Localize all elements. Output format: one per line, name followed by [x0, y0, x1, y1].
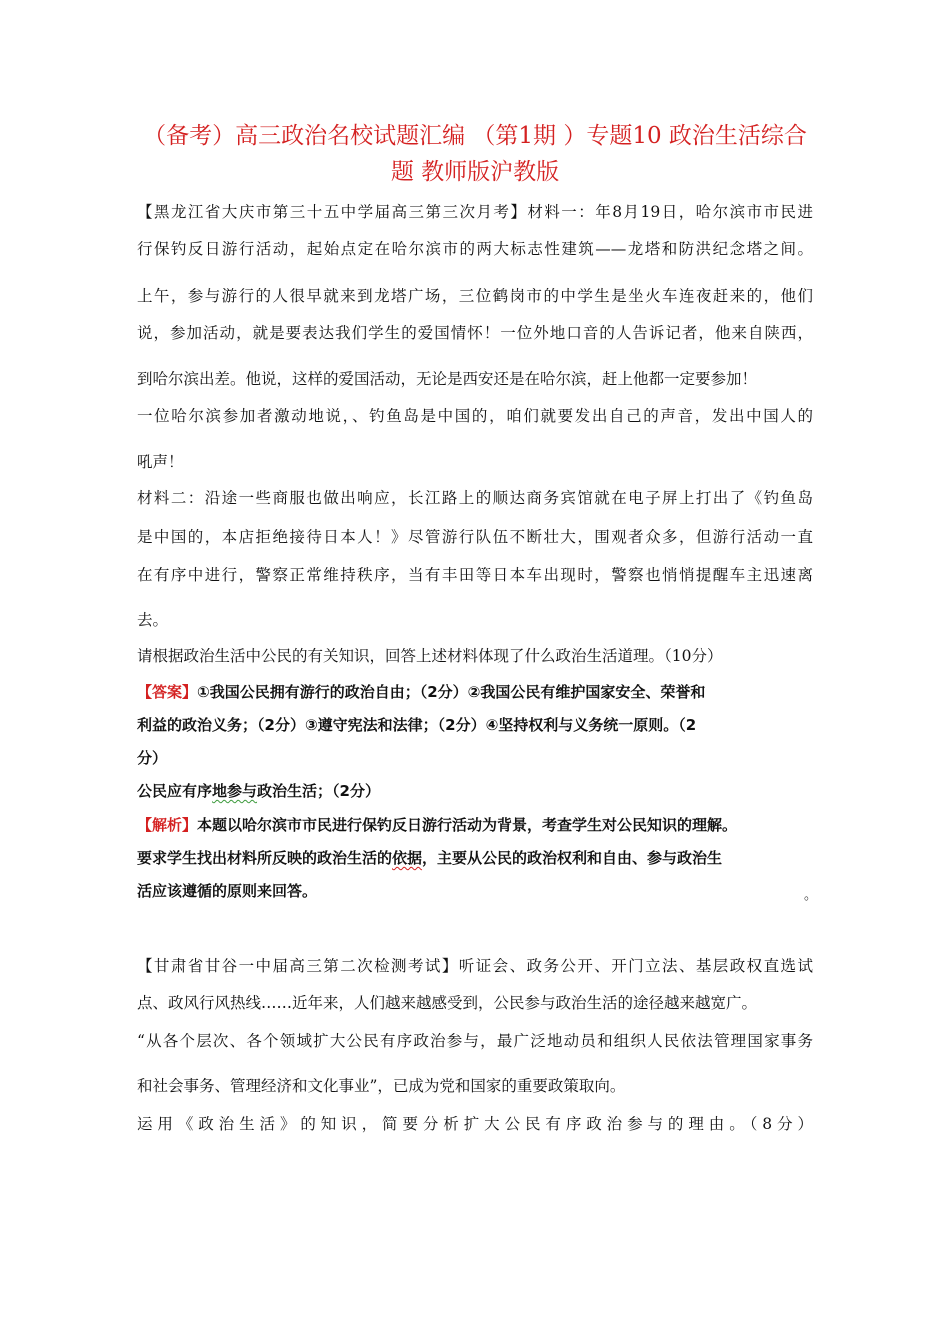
q1-answer-line-3: 分） [137, 749, 168, 767]
q1-analysis-line-2 [137, 847, 722, 869]
q1-material1-line: 【黑龙江省大庆市第三十五中学届高三第三次月考】材料一：年8月19日，哈尔滨市市民进 [137, 203, 813, 221]
answer-text: ①我国公民拥有游行的政治自由；（2分）②我国公民有维护国家安全、荣誉和 [197, 683, 706, 701]
analysis-text: 本题以哈尔滨市市民进行保钓反日游行活动为背景，考查学生对公民知识的理解。 [197, 816, 738, 834]
q1-material2-line: 是中国的，本店拒绝接待日本人！》尽管游行队伍不断壮大，围观者众多，但游行活动一直 [137, 528, 813, 546]
q1-analysis-line-3: 活应该遵循的原则来回答。 [137, 882, 318, 900]
q1-answer-line-2: 利益的政治义务；（2分）③遵守宪法和法律；（2分）④坚持权利与义务统一原则。（2 [137, 716, 697, 734]
analysis-text: 要求学生找出材料所反映的政治生活的 [137, 849, 393, 867]
q1-analysis-line-1 [137, 814, 737, 836]
answer-text: 政治生活；（2分） [257, 782, 380, 800]
q1-material1-line: 到哈尔滨出差。他说，这样的爱国活动，无论是西安还是在哈尔滨，赶上他都一定要参加！ [137, 370, 758, 388]
q1-question: 请根据政治生活中公民的有关知识，回答上述材料体现了什么政治生活道理。（10分） [137, 647, 723, 665]
q1-answer-line-4 [137, 780, 380, 802]
q1-material2-line: 在有序中进行，警察正常维持秩序，当有丰田等日本车出现时，警察也悄悄提醒车主迅速离 [137, 566, 813, 584]
q2-material-line: 和社会事务、管理经济和文化事业”，已成为党和国家的重要政策取向。 [137, 1077, 626, 1095]
q1-material2-line: 去。 [137, 611, 169, 629]
q1-material1-line: 上午，参与游行的人很早就来到龙塔广场，三位鹤岗市的中学生是坐火车连夜赶来的，他们 [137, 287, 813, 305]
analysis-tag: 【解析】 [137, 816, 198, 834]
q1-material2-line: 材料二：沿途一些商服也做出响应，长江路上的顺达商务宾馆就在电子屏上打出了《钓鱼岛 [137, 489, 813, 507]
q1-material1-line: 说，参加活动，就是要表达我们学生的爱国情怀！一位外地口音的人告诉记者，他来自陕西， [137, 324, 813, 342]
q1-material1-line: 吼声！ [137, 453, 184, 471]
analysis-text: ，主要从公民的政治权利和自由、参与政治生 [422, 849, 723, 867]
title-line-2: 题 教师版沪教版 [390, 159, 560, 185]
q1-material1-line: 行保钓反日游行活动，起始点定在哈尔滨市的两大标志性建筑——龙塔和防洪纪念塔之间。 [137, 240, 813, 258]
q1-answer-line-1 [137, 681, 705, 703]
answer-tag: 【答案】 [137, 683, 198, 701]
q2-material-line: 【甘肃省甘谷一中届高三第二次检测考试】听证会、政务公开、开门立法、基层政权直选试 [137, 957, 813, 975]
title-line-1: （备考）高三政治名校试题汇编 （第1期 ）专题10 政治生活综合 [143, 123, 807, 149]
q1-material1-line: 一位哈尔滨参加者激动地说，、钓鱼岛是中国的，咱们就要发出自己的声音，发出中国人的 [137, 407, 813, 425]
trailing-period: 。 [804, 888, 818, 903]
spelling-squiggle: 依据 [392, 849, 423, 867]
grammar-squiggle: 地参与 [212, 782, 258, 800]
q2-material-line: 点、政风行风热线……近年来，人们越来越感受到，公民参与政治生活的途径越来越宽广。 [137, 994, 758, 1012]
q2-question: 运用《政治生活》的知识，简要分析扩大公民有序政治参与的理由。（8分） [137, 1115, 813, 1133]
answer-text: 公民应有序 [137, 782, 213, 800]
q2-material-line: “从各个层次、各个领域扩大公民有序政治参与，最广泛地动员和组织人民依法管理国家事务 [137, 1032, 813, 1050]
